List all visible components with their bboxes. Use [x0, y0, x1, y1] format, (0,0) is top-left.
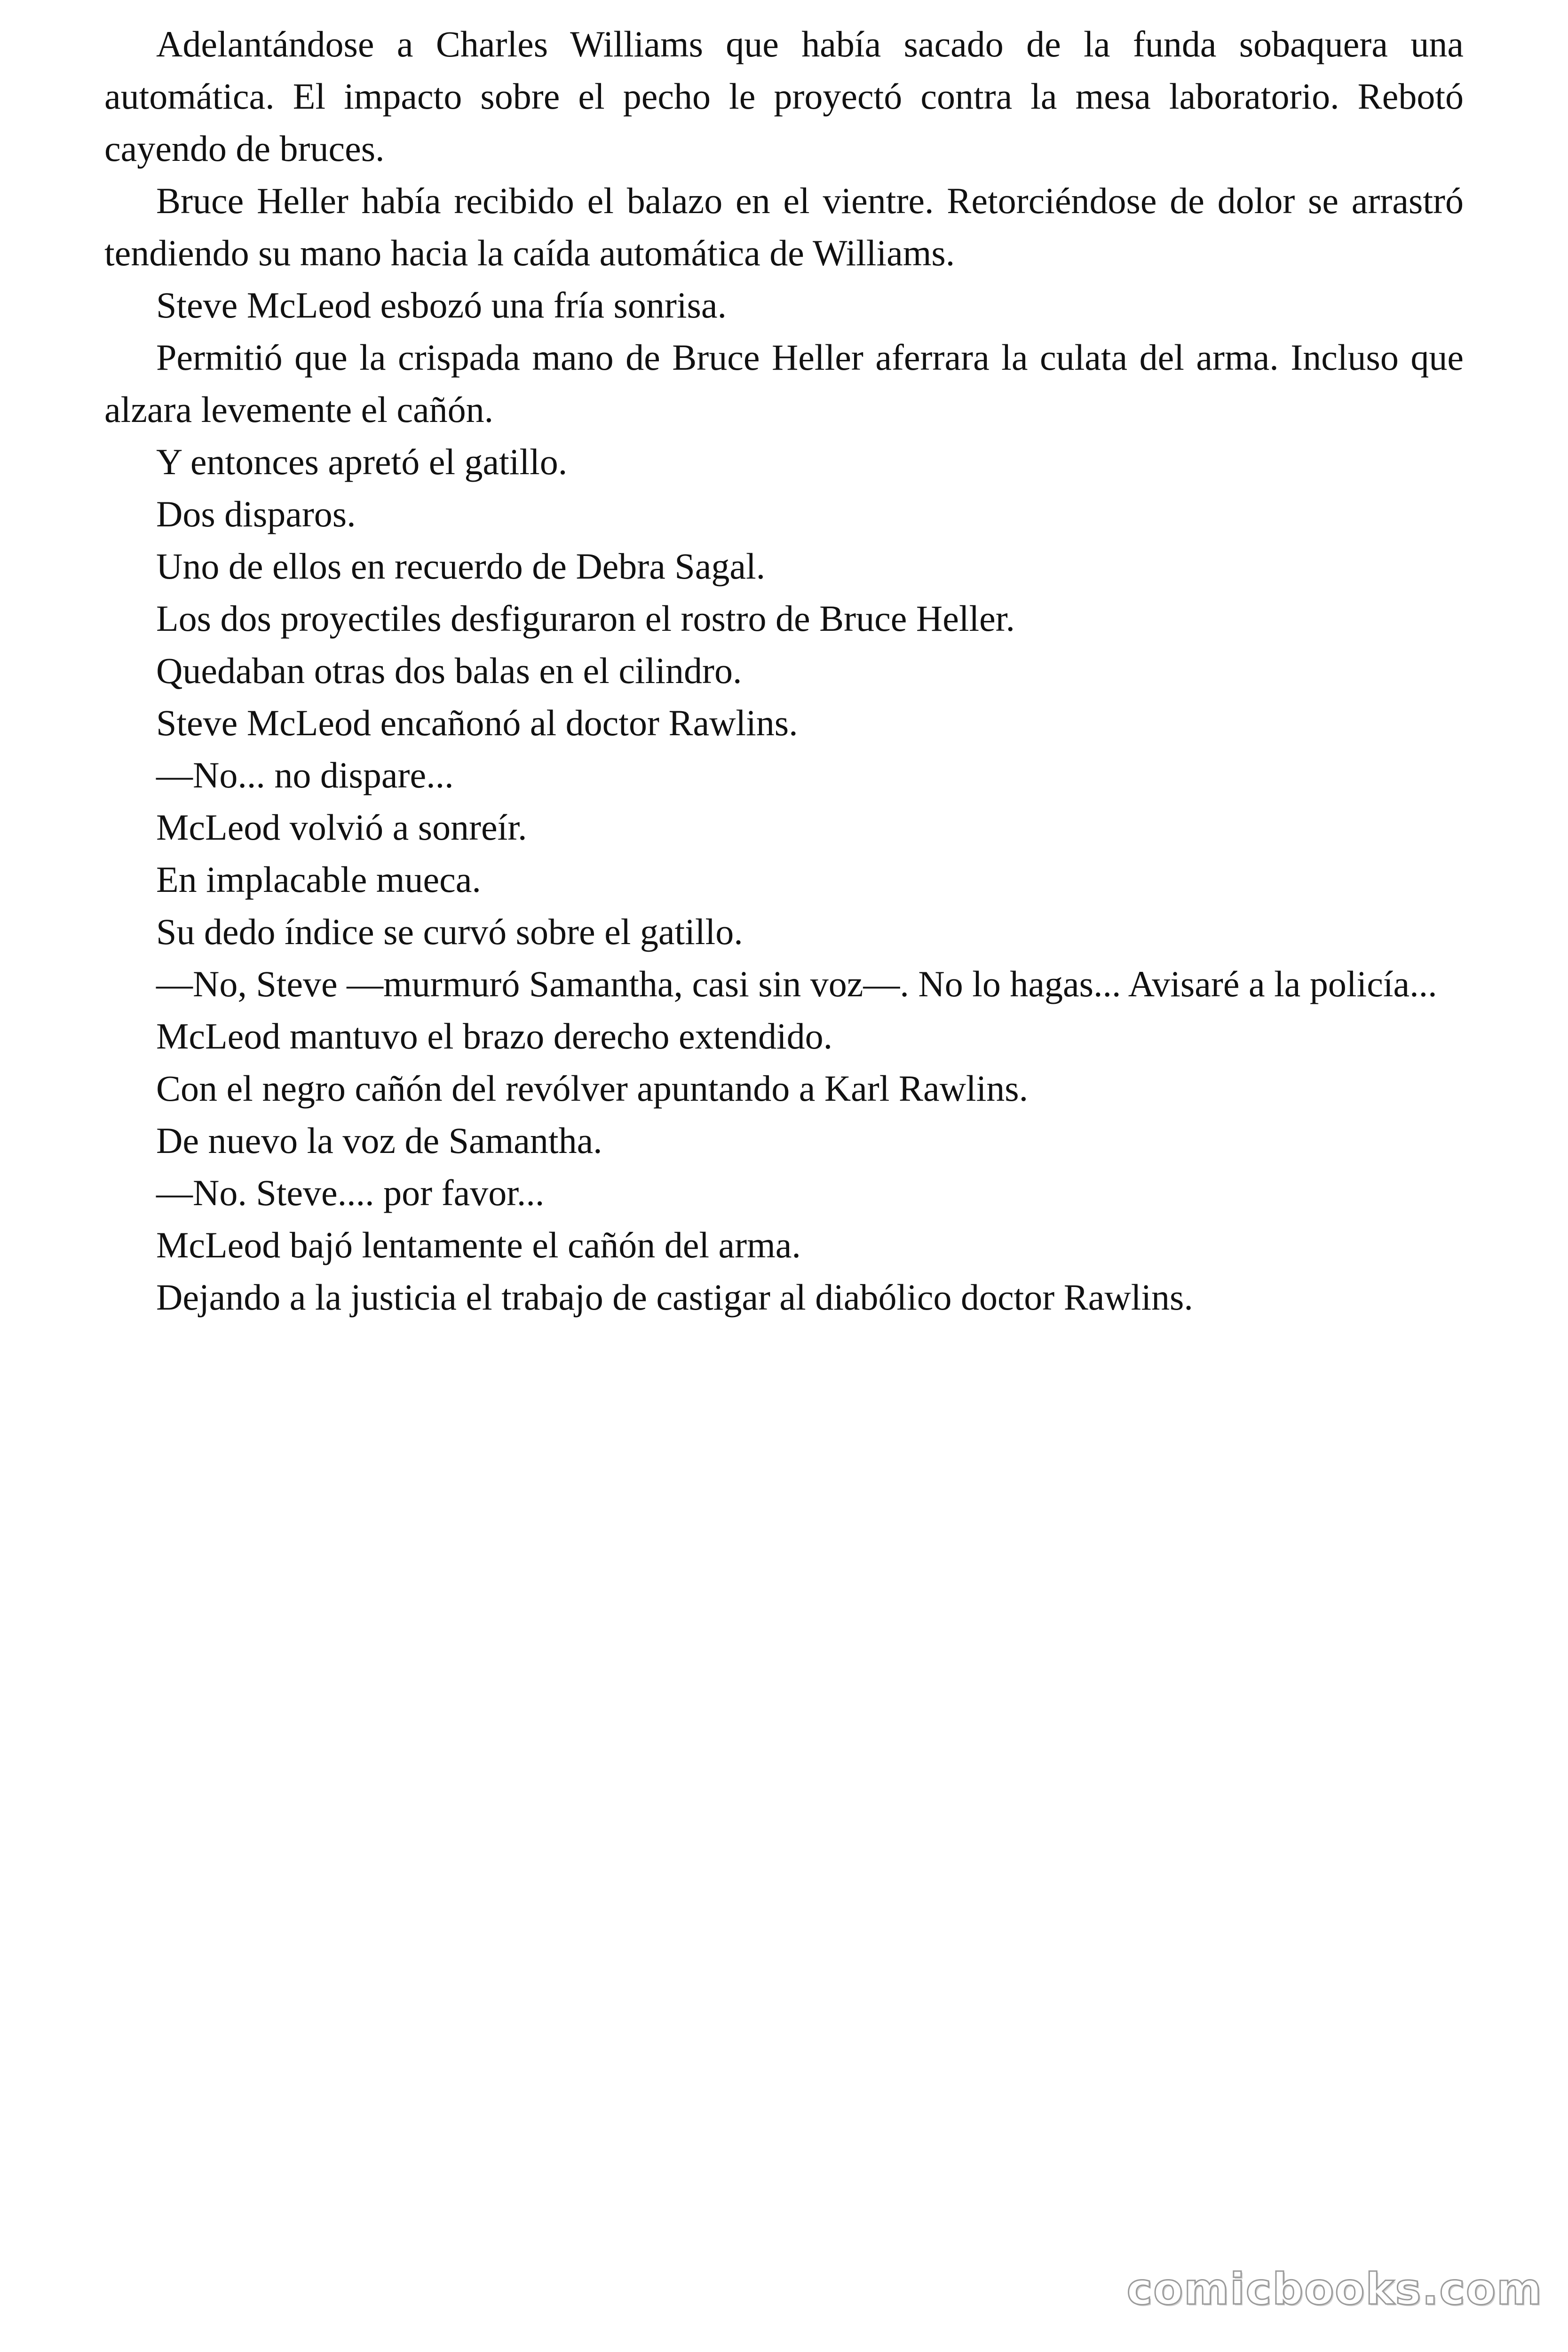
paragraph: —No. Steve.... por favor... [156, 1172, 545, 1213]
paragraph: —No... no dispare... [156, 755, 454, 795]
paragraph: McLeod mantuvo el brazo derecho extendido. [156, 1016, 833, 1057]
paragraph: McLeod bajó lentamente el cañón del arma. [156, 1224, 801, 1265]
paragraph: Permitió que la crispada mano de Bruce Heller aferrara la culata del arma. Incluso que alzara levemente el cañón. [104, 337, 1464, 430]
paragraph: Su dedo índice se curvó sobre el gatillo. [156, 911, 743, 952]
paragraph: Dejando a la justicia el trabajo de castigar al diabólico doctor Rawlins. [156, 1277, 1193, 1318]
paragraph: Uno de ellos en recuerdo de Debra Sagal. [156, 546, 766, 587]
paragraph: —No, Steve —murmuró Samantha, casi sin voz—. No lo hagas... Avisaré a la policía... [156, 963, 1437, 1004]
paragraph: De nuevo la voz de Samantha. [156, 1120, 602, 1161]
paragraph: McLeod volvió a sonreír. [156, 807, 527, 848]
paragraph: En implacable mueca. [156, 859, 481, 900]
paragraph: Y entonces apretó el gatillo. [156, 441, 568, 482]
paragraph: Con el negro cañón del revólver apuntando a Karl Rawlins. [156, 1068, 1029, 1109]
paragraph: Los dos proyectiles desfiguraron el rostro de Bruce Heller. [156, 598, 1015, 639]
paragraph: Quedaban otras dos balas en el cilindro. [156, 650, 742, 691]
paragraph: Dos disparos. [156, 493, 356, 534]
body-text [104, 18, 1464, 1323]
paragraph: Steve McLeod encañonó al doctor Rawlins. [156, 702, 798, 743]
paragraph: Adelantándose a Charles Williams que había sacado de la funda sobaquera una automática. El impacto sobre el pecho le proyectó contra la mesa laboratorio. Rebotó cayendo de bruces. [104, 24, 1464, 169]
watermark-logo: comicbooks.com [1126, 2264, 1543, 2314]
paragraph: Steve McLeod esbozó una fría sonrisa. [156, 285, 727, 326]
paragraph: Bruce Heller había recibido el balazo en el vientre. Retorciéndose de dolor se arrastró tendiendo su mano hacia la caída automática de Williams. [104, 180, 1464, 273]
